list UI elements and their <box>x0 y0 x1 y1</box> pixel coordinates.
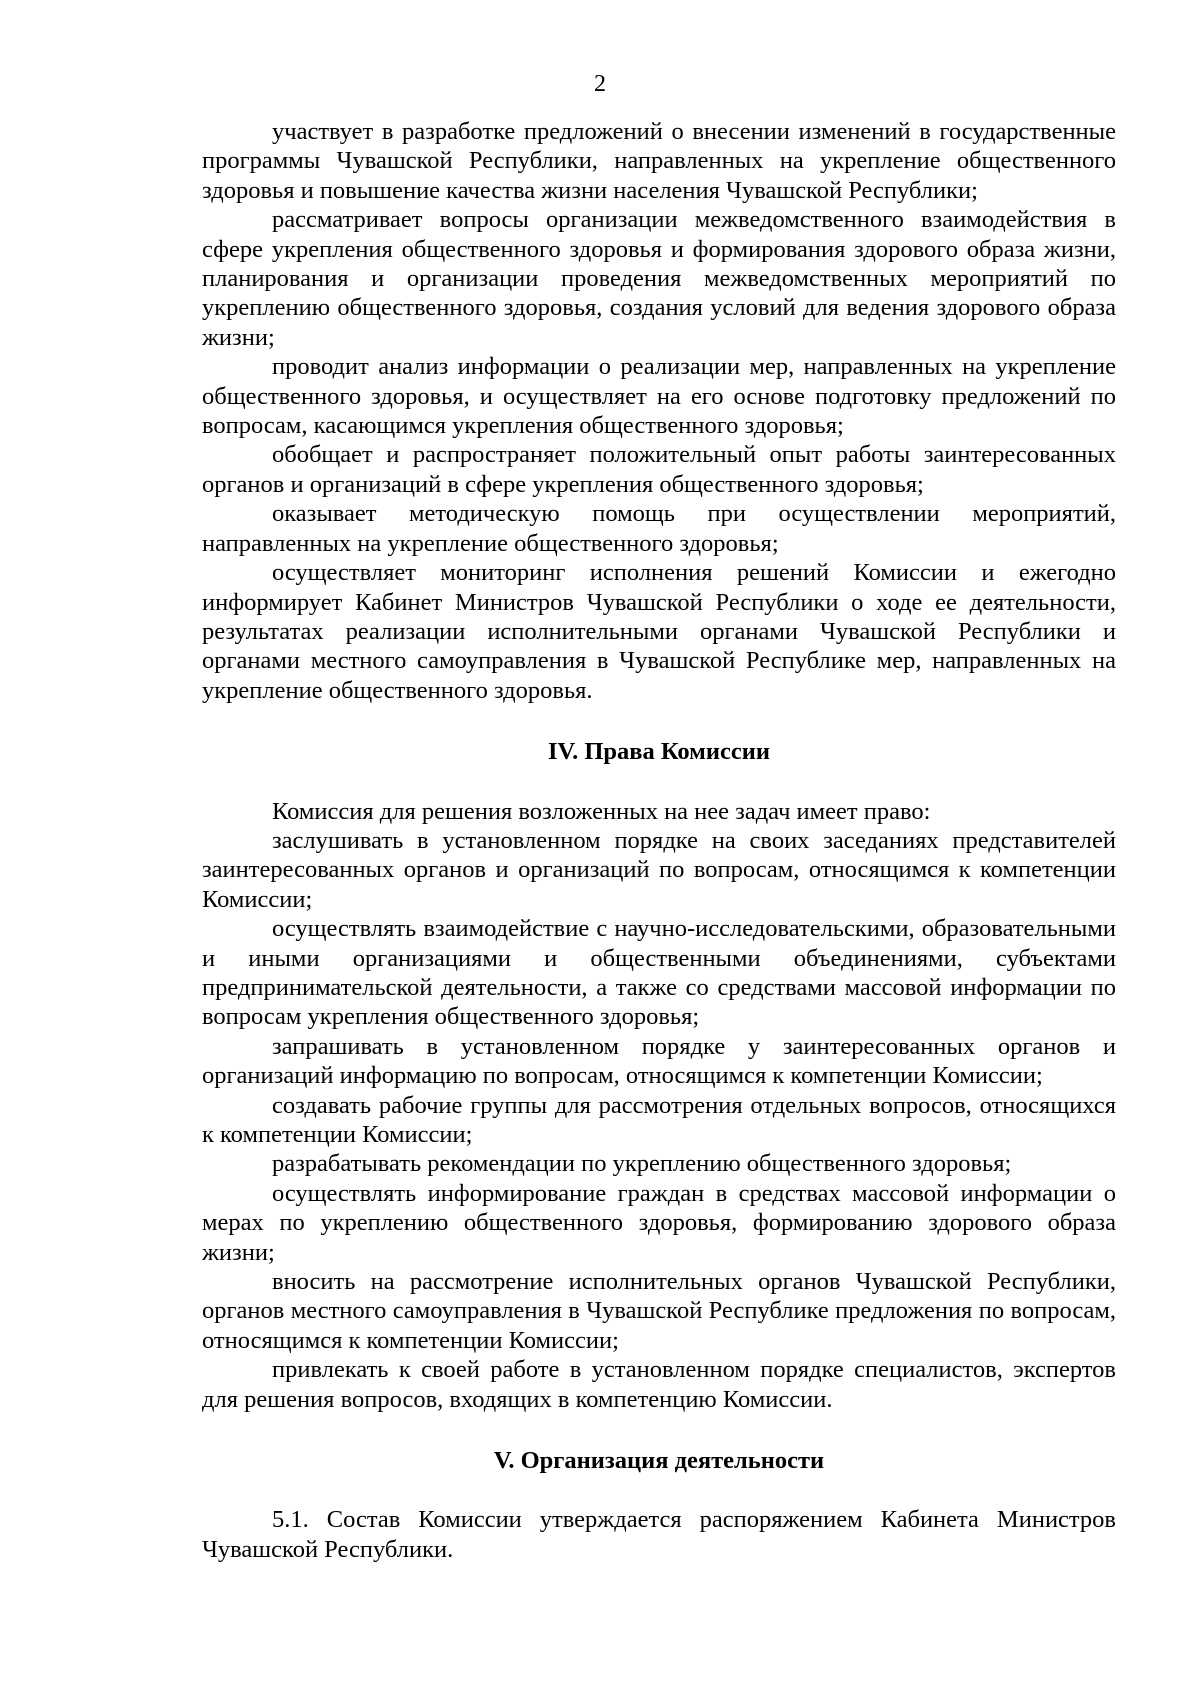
paragraph: привлекать к своей работе в установленном порядке специалистов, экспертов для решения вопросов, входящих в компетенцию Комиссии. <box>202 1356 1116 1413</box>
paragraph: участвует в разработке предложений о внесении изменений в государственные программы Чувашской Республики, направленных на укрепление общественного здоровья и повышение качества жизни населения Чувашской Республики; <box>202 118 1116 204</box>
section-heading-v: V. Организация деятельности <box>493 1447 825 1475</box>
paragraph: рассматривает вопросы организации межведомственного взаимодействия в сфере укрепления общественного здоровья и формирования здорового образа жизни, планирования и организации проведения межведомственных мероприятий по укреплению общественного здоровья, создания условий для ведения здорового образа жизни; <box>202 206 1116 351</box>
paragraph: вносить на рассмотрение исполнительных органов Чувашской Республики, органов местного самоуправления в Чувашской Республике предложения по вопросам, относящимся к компетенции Комиссии; <box>202 1268 1116 1354</box>
paragraph: создавать рабочие группы для рассмотрения отдельных вопросов, относящихся к компетенции Комиссии; <box>202 1091 1116 1148</box>
spacer <box>202 767 1116 797</box>
paragraph: Комиссия для решения возложенных на нее задач имеет право: <box>272 797 931 825</box>
paragraph: оказывает методическую помощь при осуществлении мероприятий, направленных на укрепление общественного здоровья; <box>202 500 1116 557</box>
paragraph: 5.1. Состав Комиссии утверждается распоряжением Кабинета Министров Чувашской Республики. <box>202 1506 1116 1563</box>
paragraph: разрабатывать рекомендации по укреплению общественного здоровья; <box>272 1150 1012 1178</box>
page-number: 2 <box>594 71 606 97</box>
paragraph: заслушивать в установленном порядке на своих заседаниях представителей заинтересованных органов и организаций по вопросам, относящимся к компетенции Комиссии; <box>202 826 1116 913</box>
paragraph: осуществлять информирование граждан в средствах массовой информации о мерах по укреплению общественного здоровья, формированию здорового образа жизни; <box>202 1179 1116 1266</box>
document-body <box>202 117 1116 1564</box>
spacer <box>202 1414 1116 1446</box>
paragraph: осуществляет мониторинг исполнения решений Комиссии и ежегодно информирует Кабинет Министров Чувашской Республики о ходе ее деятельности, результатах реализации исполнительными органами Чувашской Республики и органами местного самоуправления в Чувашской Республике мер, направленных на укрепление общественного здоровья. <box>202 559 1116 704</box>
spacer <box>202 1475 1116 1505</box>
spacer <box>202 705 1116 737</box>
paragraph: обобщает и распространяет положительный опыт работы заинтересованных органов и организаций в сфере укрепления общественного здоровья; <box>202 441 1116 498</box>
paragraph: проводит анализ информации о реализации мер, направленных на укрепление общественного здоровья, и осуществляет на его основе подготовку предложений по вопросам, касающимся укрепления общественного здоровья; <box>202 353 1116 440</box>
paragraph: запрашивать в установленном порядке у заинтересованных органов и организаций информацию по вопросам, относящимся к компетенции Комиссии; <box>202 1032 1116 1090</box>
section-heading-iv: IV. Права Комиссии <box>548 738 770 766</box>
paragraph: осуществлять взаимодействие с научно-исследовательскими, образовательными и иными организациями и общественными объединениями, субъектами предпринимательской деятельности, а также со средствами массовой информации по вопросам укрепления общественного здоровья; <box>202 915 1116 1031</box>
